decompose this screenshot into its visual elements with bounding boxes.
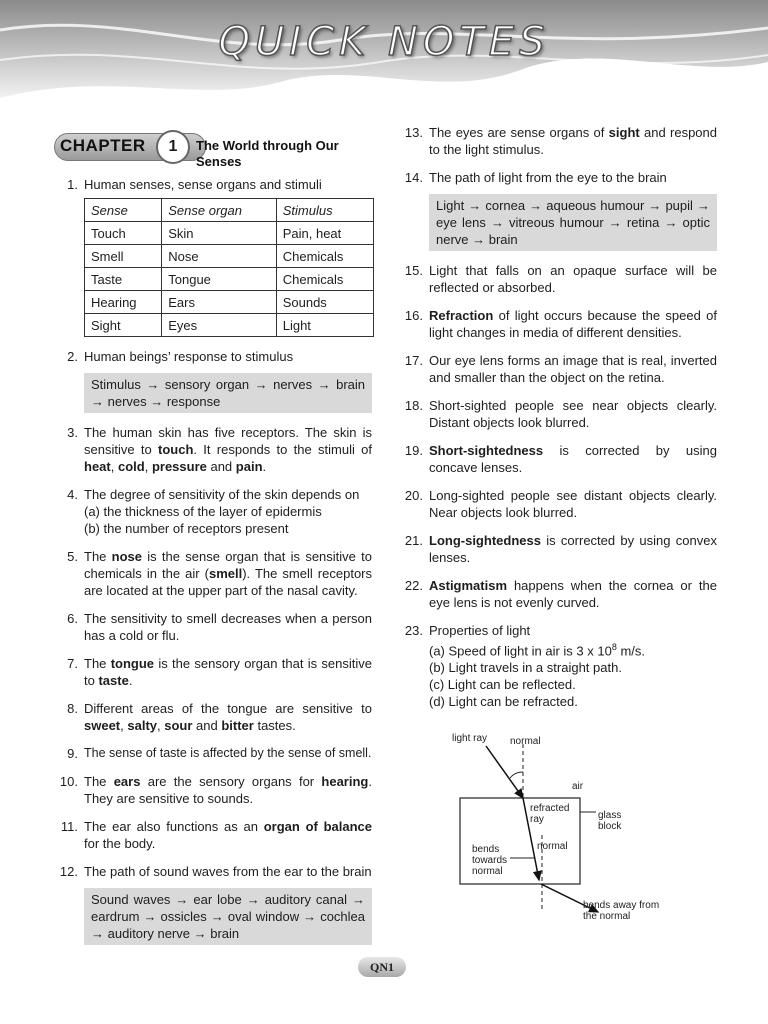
label-normal-inside: normal (537, 841, 568, 852)
keyword: sour (164, 718, 193, 733)
text-run: , (110, 459, 118, 474)
item-number: 9. (67, 746, 78, 761)
flow-box: Stimulus → sensory organ → nerves → brain → nerves → response (84, 373, 372, 413)
text-run: ). The smell receptors are located at the upper part of the nasal cavity. (84, 566, 372, 598)
text-run: . It responds to the stimuli of (193, 442, 372, 457)
text-run: , (157, 718, 165, 733)
table-cell: Ears (162, 291, 276, 314)
keyword: pressure (151, 459, 207, 474)
keyword: smell (208, 566, 243, 581)
keyword: heat (84, 459, 111, 474)
text-run: The (84, 656, 111, 671)
keyword: touch (158, 442, 194, 457)
item-number: 11. (60, 819, 78, 834)
flow-box: Light → cornea → aqueous humour → pupil → eye lens → vitreous humour → retina → optic nerve → brain (429, 194, 717, 251)
note-item-23 (395, 622, 717, 710)
sub-item: (b) Light travels in a straight path. (429, 660, 622, 676)
note-item-7 (50, 655, 372, 689)
text-run: happens when the cornea or the eye lens is not evenly curved. (429, 578, 717, 610)
item-number: 8. (67, 701, 78, 716)
label-away-1: bends away from (583, 900, 660, 911)
keyword: ears (113, 774, 141, 789)
item-number: 1. (67, 177, 78, 192)
table-row (85, 314, 374, 337)
label-away-2: the normal (583, 911, 631, 922)
item-number: 14. (404, 170, 423, 185)
senses-table (84, 198, 374, 337)
keyword: bitter (221, 718, 254, 733)
item-text (84, 548, 372, 599)
keyword: pain (235, 459, 263, 474)
keyword: Refraction (429, 308, 494, 323)
keyword: Long-sightedness (429, 533, 541, 548)
text-run: is the sense organ that is sensitive to chemicals in the air ( (84, 549, 372, 581)
note-item-5 (50, 548, 372, 599)
keyword: Short-sightedness (429, 443, 544, 458)
table-cell: Eyes (162, 314, 276, 337)
label-bends-3: normal (472, 866, 503, 877)
table-cell: Chemicals (276, 268, 373, 291)
note-item-19 (395, 442, 717, 476)
label-air: air (572, 781, 584, 792)
table-cell: Tongue (162, 268, 276, 291)
chapter-heading (50, 124, 372, 172)
text-run: of light occurs because the speed of light changes in media of different densities. (429, 308, 717, 340)
note-item-18 (395, 397, 717, 431)
text-run: The eyes are sense organs of (429, 125, 609, 140)
sub-item: (c) Light can be reflected. (429, 677, 576, 693)
superscript: 8 (611, 642, 617, 652)
label-bends-2: towards (472, 855, 508, 866)
note-item-16 (395, 307, 717, 341)
item-text (84, 424, 372, 475)
item-number: 10. (59, 774, 78, 789)
item-text (84, 655, 372, 689)
text-run: The (84, 774, 114, 789)
note-item-12 (50, 863, 372, 945)
left-column (50, 124, 372, 956)
text-run: , (144, 459, 152, 474)
sub-item: (d) Light can be refracted. (429, 694, 578, 710)
table-row (85, 222, 374, 245)
note-item-3 (50, 424, 372, 475)
table-row (85, 245, 374, 268)
item-number: 2. (67, 349, 78, 364)
table-row (85, 268, 374, 291)
item-number: 16. (404, 308, 423, 323)
table-cell: Nose (162, 245, 276, 268)
item-text: Light that falls on an opaque surface will be reflected or absorbed. (429, 263, 717, 295)
chapter-label: CHAPTER (60, 136, 146, 155)
item-number: 19. (404, 443, 423, 458)
text-run: (a) Speed of light in air is 3 x 10 (429, 643, 612, 659)
note-item-15 (395, 262, 717, 296)
table-cell: Taste (85, 268, 162, 291)
incidence-angle-arc (510, 772, 523, 778)
keyword: Astigmatism (429, 578, 508, 593)
item-text: The sense of taste is affected by the sense of smell. (84, 746, 372, 760)
table-row (85, 291, 374, 314)
text-run: . (128, 673, 133, 688)
sub-item: (a) the thickness of the layer of epidermis (84, 504, 322, 519)
item-number: 5. (67, 549, 78, 564)
sub-item: (b) the number of receptors present (84, 521, 289, 536)
item-text: The path of light from the eye to the brain (429, 170, 667, 185)
keyword: salty (127, 718, 158, 733)
note-item-11 (50, 818, 372, 852)
item-text (84, 773, 372, 807)
item-text (429, 532, 717, 566)
note-item-14 (395, 169, 717, 251)
item-number: 18. (404, 398, 423, 413)
note-item-1 (50, 176, 372, 337)
keyword: cold (117, 459, 145, 474)
table-header: Sense organ (162, 199, 276, 222)
table-header: Stimulus (276, 199, 373, 222)
note-item-4 (50, 486, 372, 537)
item-text (84, 700, 372, 734)
item-number: 13. (404, 125, 423, 140)
item-number: 3. (67, 425, 78, 440)
table-cell: Light (276, 314, 373, 337)
table-cell: Sight (85, 314, 162, 337)
note-item-22 (395, 577, 717, 611)
label-bends-1: bends (472, 844, 500, 855)
note-item-20 (395, 487, 717, 521)
text-run: m/s. (616, 643, 646, 659)
table-header-row (85, 199, 374, 222)
item-text (429, 577, 717, 611)
item-number: 12. (59, 864, 78, 879)
text-run: and (192, 718, 222, 733)
note-item-21 (395, 532, 717, 566)
keyword: sweet (84, 718, 121, 733)
note-item-17 (395, 352, 717, 386)
item-text: The degree of sensitivity of the skin depends on (84, 487, 360, 502)
text-run: , (120, 718, 128, 733)
table-cell: Touch (85, 222, 162, 245)
header-banner (0, 0, 768, 110)
text-run: The (84, 549, 112, 564)
item-number: 23. (404, 623, 423, 638)
item-number: 15. (404, 263, 423, 278)
text-run: . (262, 459, 267, 474)
item-text (429, 124, 717, 158)
text-run: Different areas of the tongue are sensitive to (84, 701, 372, 716)
item-text: Our eye lens forms an image that is real, inverted and smaller than the object on the retina. (429, 353, 717, 385)
table-cell: Hearing (85, 291, 162, 314)
item-number: 22. (404, 578, 423, 593)
refraction-diagram (440, 730, 700, 930)
chapter-number: 1 (156, 130, 190, 164)
item-number: 4. (67, 487, 78, 502)
note-item-9 (50, 745, 372, 762)
item-number: 6. (67, 611, 78, 626)
text-run: tastes. (253, 718, 296, 733)
label-light-ray: light ray (452, 733, 488, 744)
label-glass-2: block (598, 821, 622, 832)
item-text: Properties of light (429, 623, 531, 638)
item-text: Human beings’ response to stimulus (84, 349, 294, 364)
text-run: and (206, 459, 236, 474)
table-cell: Sounds (276, 291, 373, 314)
note-item-2 (50, 348, 372, 413)
note-item-10 (50, 773, 372, 807)
keyword: nose (111, 549, 143, 564)
item-text: The path of sound waves from the ear to the brain (84, 864, 372, 879)
page-number-badge: QN1 (358, 957, 406, 977)
flow-box: Sound waves → ear lobe → auditory canal → eardrum → ossicles → oval window → cochlea → auditory nerve → brain (84, 888, 372, 945)
table-header: Sense (85, 199, 162, 222)
page-banner-title: QUICK NOTES (218, 19, 550, 65)
incident-ray (486, 746, 523, 798)
text-run: for the body. (84, 836, 156, 851)
text-run: The ear also functions as an (84, 819, 264, 834)
item-text (84, 818, 372, 852)
chapter-title: The World through Our Senses (196, 138, 339, 169)
keyword: hearing (321, 774, 369, 789)
item-number: 20. (404, 488, 423, 503)
item-number: 17. (404, 353, 423, 368)
table-cell: Smell (85, 245, 162, 268)
text-run: and respond to the light stimulus. (429, 125, 717, 157)
text-run: The human skin has five receptors. The skin is sensitive to (84, 425, 372, 457)
sub-item (429, 639, 717, 659)
keyword: organ of balance (263, 819, 372, 834)
item-text (429, 307, 717, 341)
item-number: 21. (404, 533, 423, 548)
right-column (395, 124, 717, 721)
item-text: Long-sighted people see distant objects clearly. Near objects look blurred. (429, 488, 717, 520)
item-text: Human senses, sense organs and stimuli (84, 177, 322, 192)
text-run: is corrected by using concave lenses. (429, 443, 717, 475)
keyword: taste (98, 673, 129, 688)
label-refracted-2: ray (530, 814, 544, 825)
item-text (429, 442, 717, 476)
keyword: tongue (110, 656, 155, 671)
item-number: 7. (67, 656, 78, 671)
note-item-13 (395, 124, 717, 158)
text-run: . They are sensitive to sounds. (84, 774, 372, 806)
text-run: are the sensory organs for (140, 774, 322, 789)
keyword: sight (608, 125, 640, 140)
label-glass-1: glass (598, 810, 622, 821)
text-run: is corrected by using convex lenses. (429, 533, 717, 565)
label-refracted-1: refracted (530, 803, 570, 814)
label-normal-top: normal (510, 736, 541, 747)
text-run: is the sensory organ that is sensitive to (84, 656, 372, 688)
table-cell: Skin (162, 222, 276, 245)
table-cell: Pain, heat (276, 222, 373, 245)
item-text: Short-sighted people see near objects clearly. Distant objects look blurred. (429, 398, 717, 430)
note-item-6 (50, 610, 372, 644)
note-item-8 (50, 700, 372, 734)
item-text: The sensitivity to smell decreases when a person has a cold or flu. (84, 611, 372, 643)
table-cell: Chemicals (276, 245, 373, 268)
